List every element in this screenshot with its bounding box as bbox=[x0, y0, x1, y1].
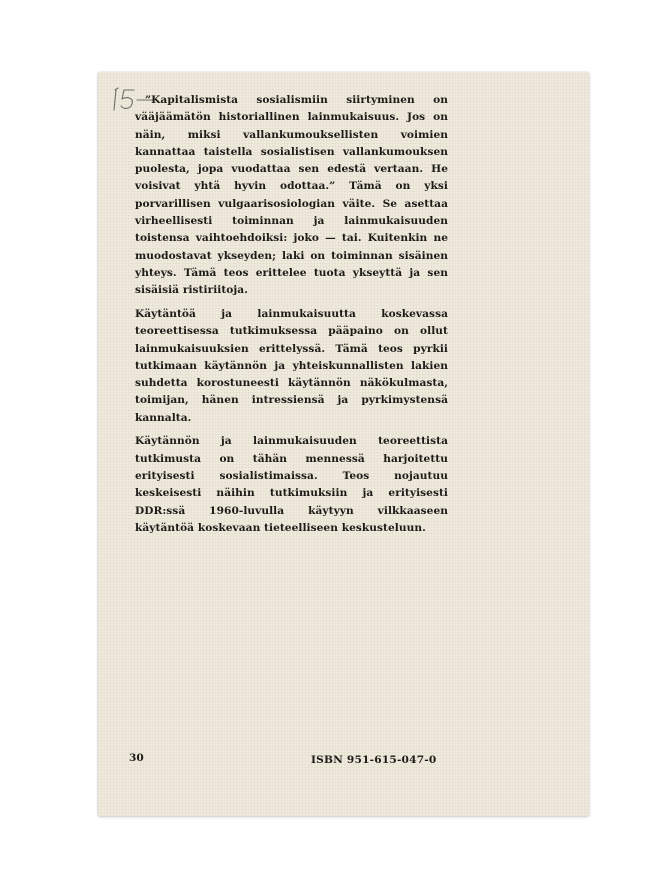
back-cover-blurb bbox=[135, 92, 448, 544]
book-back-cover bbox=[98, 72, 589, 816]
blurb-paragraph-3: Käytännön ja lainmukaisuuden teoreettista tutkimusta on tähän mennessä harjoitettu erityisesti sosialistimaissa. Teos nojautuu keskeisesti näihin tutkimuksiin ja erityisesti DDR:ssä 1960-luvulla käytyyn vilkkaaseen käytäntöä koskevaan tieteelliseen keskusteluun. bbox=[135, 435, 448, 534]
blurb-paragraph-2: Käytäntöä ja lainmukaisuutta koskevassa teoreettisessa tutkimuksessa pääpaino on ollut lainmukaisuuksien erittelyssä. Tämä teos pyrkii tutkimaan käytännön ja yhteiskunnallisten lakien suhdetta korostuneesti käytännön näkökulmasta, toimijan, hänen intressiensä ja pyrkimystensä kannalta. bbox=[135, 307, 448, 424]
isbn-number: ISBN 951-615-047-0 bbox=[311, 754, 437, 766]
page-number: 30 bbox=[129, 752, 144, 764]
blurb-paragraph-1: ”Kapitalismista sosialismiin siirtyminen on vääjäämätön historiallinen lainmukaisuus. Jos on näin, miksi vallankumouksellisten voimien kannattaa taistella sosialistisen vallankumouksen puolesta, jopa vuodattaa sen edestä vertaan. He voisivat yhtä hyvin odottaa.” Tämä on yksi porvarillisen vulgaarisosiologian väite. Se asettaa virheellisesti toiminnan ja lainmukaisuuden toistensa vaihtoehdoiksi: joko — tai. Kuitenkin ne muodostavat ykseyden; laki on toiminnan sisäinen yhteys. Tämä teos erittelee tuota ykseyttä ja sen sisäisiä ristiriitoja. bbox=[135, 94, 448, 297]
